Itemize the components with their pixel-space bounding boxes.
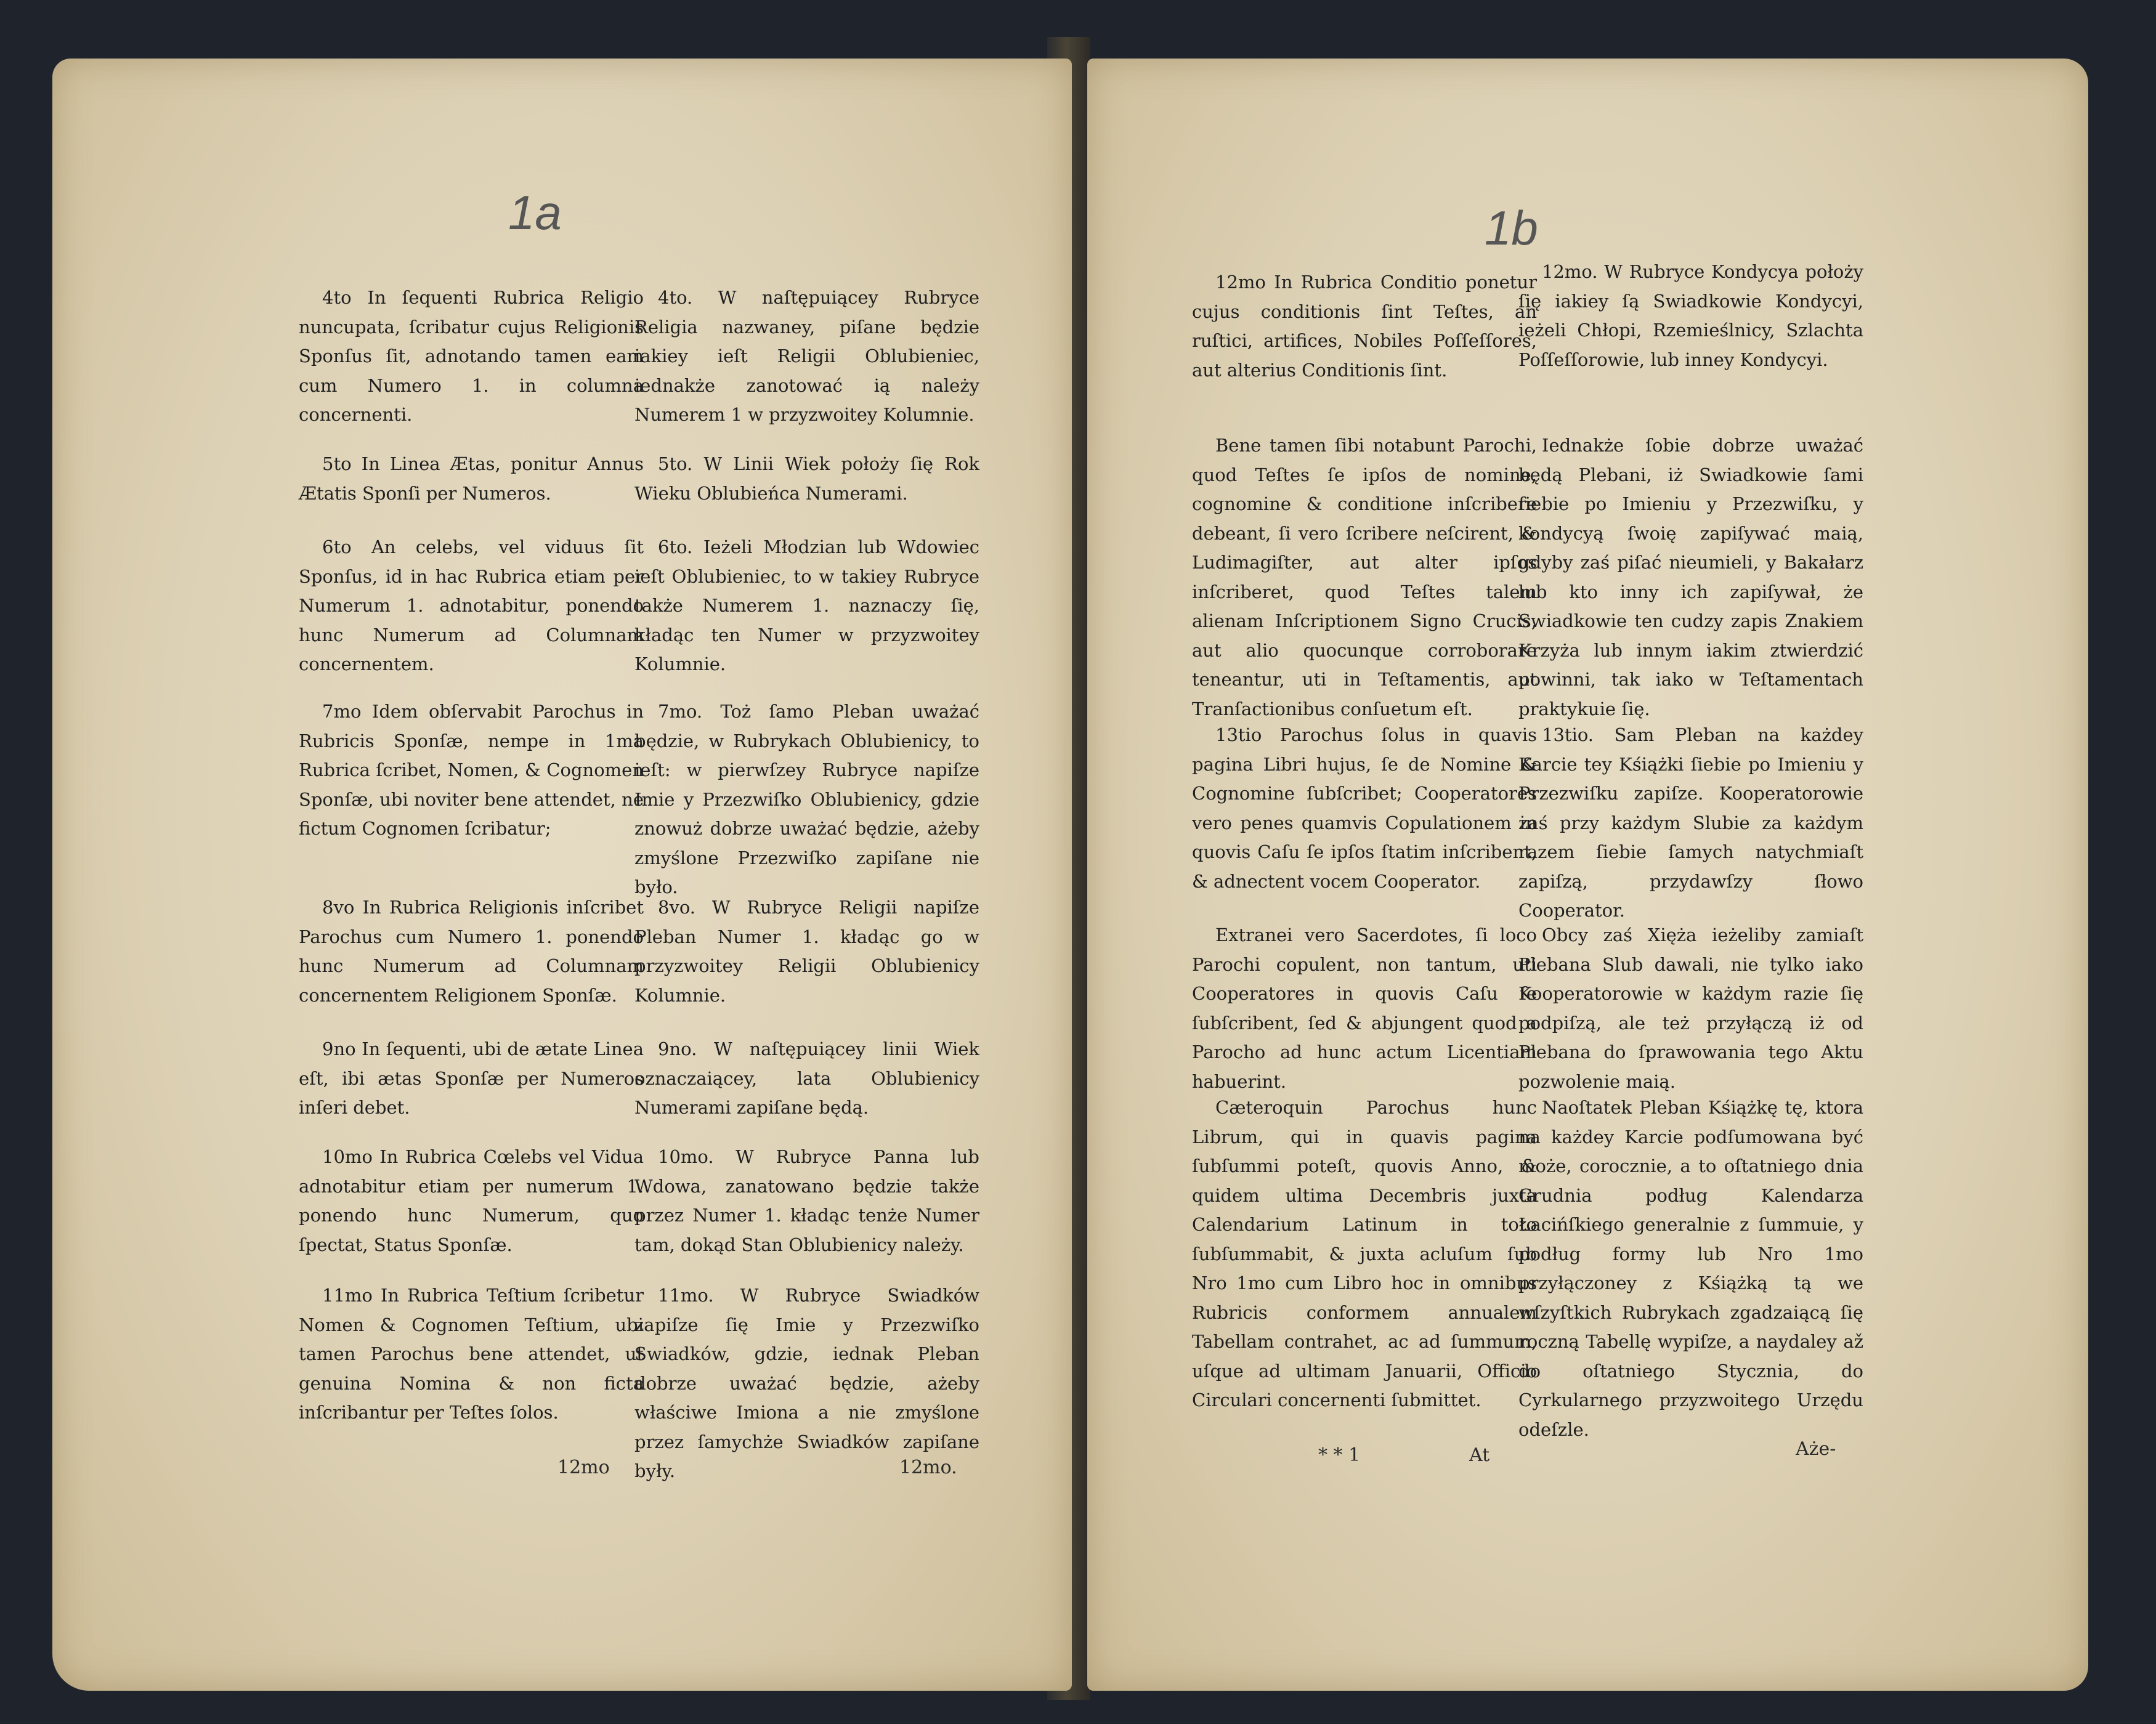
paragraph: 11mo In Rubrica Teſtium ſcribetur Nomen & Cognomen Teſtium, ubi tamen Parochus bene attendet, ut genuina Nomina & non ficta inſcribantur per Teſtes ſolos.: [299, 1285, 644, 1423]
paragraph: 4to In ſequenti Rubrica Religio nuncupata, ſcribatur cujus Religionis Sponſus ſit, adnotando tamen eam cum Numero 1. in columna concernenti.: [299, 287, 644, 425]
paragraph: Bene tamen ſibi notabunt Parochi, quod Teſtes ſe ipſos de nomine, cognomine & conditione inſcribere debeant, ſi vero ſcribere neſcirent, & Ludimagiſter, aut alter ipſos inſcriberet, quod Teſtes talem alienam Inſcriptionem Signo Crucis, aut alio quocunque corroborare teneantur, uti in Teſtamentis, aut Tranſactionibus conſuetum eſt.: [1192, 435, 1537, 719]
folio-number-left: 1a: [508, 185, 562, 240]
paragraph: 4to. W naſtępuiącey Rubryce Religia nazwaney, piſane będzie iakiey ieſt Religii Oblubieniec, iednakże zanotować ią należy Numerem 1 w przyzwoitey Kolumnie.: [634, 287, 979, 425]
paragraph: 9no. W naſtępuiącey linii Wiek oznaczaiącey, lata Oblubienicy Numerami zapiſane będą.: [634, 1038, 979, 1118]
catchword-left-latin: 12mo: [557, 1457, 610, 1478]
folio-number-right: 1b: [1485, 201, 1538, 255]
catchword-right-latin: At: [1469, 1444, 1490, 1466]
paragraph: 5to In Linea Ætas, ponitur Annus Ætatis Sponſi per Numeros.: [299, 453, 644, 504]
paragraph: 13tio. Sam Pleban na każdey Karcie tey Kśiążki ſiebie po Imieniu y Przezwiſku zapiſze. Kooperatorowie zaś przy każdym Slubie za każdym razem ſiebie ſamych natychmiaſt zapiſzą, przydawſzy ſłowo Cooperator.: [1518, 724, 1863, 921]
paragraph: 11mo. W Rubryce Swiadków zapiſze ſię Imie y Przezwiſko Swiadków, gdzie, iednak Pleban dobrze uważać będzie, ażeby właściwe Imiona a nie zmyślone przez ſamychże Swiadków zapiſane były.: [634, 1285, 979, 1481]
catchword-left-polish: 12mo.: [899, 1457, 957, 1478]
paragraph: 10mo. W Rubryce Panna lub Wdowa, zanatowano będzie także przez Numer 1. kładąc tenże Numer tam, dokąd Stan Oblubienicy należy.: [634, 1146, 979, 1255]
paragraph: 9no In ſequenti, ubi de ætate Linea eſt, ibi ætas Sponſæ per Numeros inſeri debet.: [299, 1038, 644, 1118]
signature-mark: * * 1: [1318, 1444, 1361, 1466]
paragraph: 6to. Ieżeli Młodzian lub Wdowiec ieſt Oblubieniec, to w takiey Rubryce także Numerem 1. naznaczy ſię, kładąc ten Numer w przyzwoitey Kolumnie.: [634, 536, 979, 674]
paragraph: 6to An celebs, vel viduus ſit Sponſus, id in hac Rubrica etiam per Numerum 1. adnotabitur, ponendo hunc Numerum ad Columnam concernentem.: [299, 536, 644, 674]
paragraph: Cæteroquin Parochus hunc Librum, qui in quavis pagina ſubſummi poteſt, quovis Anno, & quidem ultima Decembris juxta Calendarium Latinum in toto ſubſummabit, & juxta acluſum ſub Nro 1mo cum Libro hoc in omnibus Rubricis conformem annualem Tabellam contrahet, ac ad ſummum, uſque ad ultimam Januarii, Officio Circulari concernenti ſubmittet.: [1192, 1097, 1537, 1410]
paragraph: Extranei vero Sacerdotes, ſi loco Parochi copulent, non tantum, uti Cooperatores in quovis Caſu ſe ſubſcribent, ſed & abjungent quod a Parocho ad hunc actum Licentiam habuerint.: [1192, 925, 1537, 1092]
paragraph: 8vo. W Rubryce Religii napiſze Pleban Numer 1. kładąc go w przyzwoitey Religii Oblubienicy Kolumnie.: [634, 897, 979, 1006]
paragraph: Naoſtatek Pleban Kśiążkę tę, ktora na każdey Karcie podſumowana być może, corocznie, a to oſtatniego dnia Grudnia podług Kalendarza Łacińſkiego generalnie z ſummuie, y podług formy lub Nro 1mo przyłączoney z Kśiążką tą we wſzyſtkich Rubrykach zgadzaiącą ſię roczną Tabellę wypiſze, a naydaley až do oſtatniego Stycznia, do Cyrkularnego przyzwoitego Urzędu odeſzle.: [1518, 1097, 1863, 1440]
paragraph: Iednakże ſobie dobrze uważać będą Plebani, iż Swiadkowie ſami ſiebie po Imieniu y Przezwiſku, y kondycyą ſwoię zapiſywać maią, gdyby zaś piſać nieumieli, y Bakałarz lub kto inny ich zapiſywał, że Swiadkowie ten cudzy zapis Znakiem Krzyża lub innym iakim ztwierdzić powinni, tak iako w Teſtamentach praktykuie ſię.: [1518, 435, 1863, 719]
paragraph: 12mo. W Rubryce Kondycya położy ſię iakiey ſą Swiadkowie Kondycyi, ieżeli Chłopi, Rzemieślnicy, Szlachta Poſſeſſorowie, lub inney Kondycyi.: [1518, 261, 1863, 370]
paragraph: Obcy zaś Xięża ieżeliby zamiaſt Plebana Slub dawali, nie tylko iako Kooperatorowie w każdym razie ſię podpiſzą, ale też przyłączą iż od Plebana do ſprawowania tego Aktu pozwolenie maią.: [1518, 925, 1863, 1092]
paragraph: 12mo In Rubrica Conditio ponetur cujus conditionis ſint Teſtes, an ruſtici, artifices, Nobiles Poſſeſſores, aut alterius Conditionis ſint.: [1192, 272, 1537, 381]
paragraph: 7mo. Toż ſamo Pleban uważać będzie, w Rubrykach Oblubienicy, to ieſt: w pierwſzey Rubryce napiſze Imie y Przezwiſko Oblubienicy, gdzie znowuż dobrze uważać będzie, ażeby zmyślone Przezwiſko zapiſane nie było.: [634, 701, 979, 897]
paragraph: 8vo In Rubrica Religionis inſcribet Parochus cum Numero 1. ponendo hunc Numerum ad Columnam concernentem Religionem Sponſæ.: [299, 897, 644, 1006]
paragraph: 7mo Idem obſervabit Parochus in Rubricis Sponſæ, nempe in 1ma Rubrica ſcribet, Nomen, & Cognomen Sponſæ, ubi noviter bene attendet, ne fictum Cognomen ſcribatur;: [299, 701, 644, 839]
paragraph: 5to. W Linii Wiek położy ſię Rok Wieku Oblubieńca Numerami.: [634, 453, 979, 504]
catchword-right-polish: Aże-: [1796, 1438, 1836, 1460]
paragraph: 10mo In Rubrica Cœlebs vel Vidua adnotabitur etiam per numerum 1. ponendo hunc Numerum, quo ſpectat, Status Sponſæ.: [299, 1146, 644, 1255]
paragraph: 13tio Parochus ſolus in quavis pagina Libri hujus, ſe de Nomine & Cognomine ſubſcribet; Cooperatores vero penes quamvis Copulationem in quovis Caſu ſe ipſos ſtatim inſcribent, & adnectent vocem Cooperator.: [1192, 724, 1537, 892]
